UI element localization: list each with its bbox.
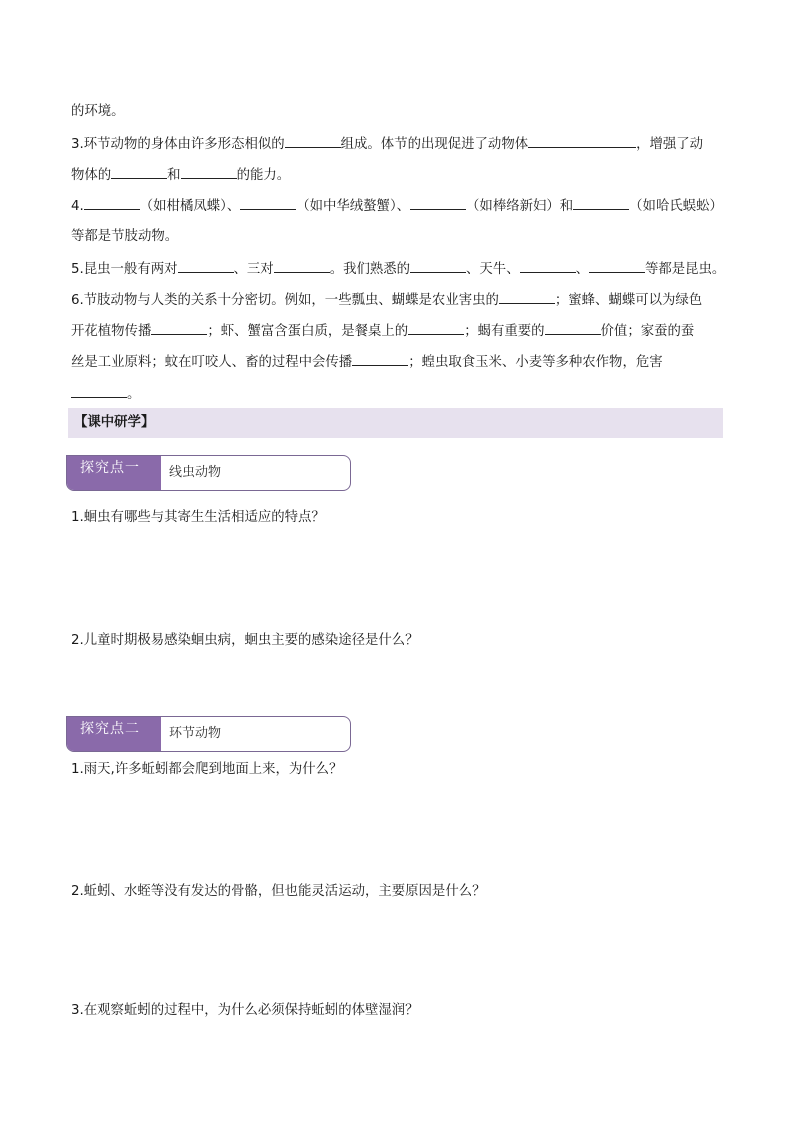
- question-4-line-2: [71, 227, 178, 247]
- q3-text-e: 和: [167, 168, 181, 183]
- section-header-band: [68, 408, 723, 438]
- q4-text-b: （如柑橘凤蝶）、: [139, 199, 241, 214]
- answer-blank[interactable]: [274, 259, 330, 273]
- q3-text-c: ，增强了动: [636, 137, 704, 152]
- question-6-line-4: [71, 384, 140, 405]
- question: 2.蚯蚓、水蛭等没有发达的骨骼，但也能灵活运动，主要原因是什么？: [71, 884, 486, 899]
- q4-text-d: （如棒络新妇）和: [466, 199, 574, 214]
- section-title: 【课中研学】: [74, 415, 155, 430]
- answer-blank[interactable]: [410, 196, 466, 210]
- q3-text-f: 的能力。: [236, 168, 291, 183]
- answer-blank[interactable]: [528, 134, 636, 148]
- answer-blank[interactable]: [410, 259, 466, 273]
- q4-text-e: （如哈氏蜈蚣）: [629, 199, 723, 214]
- question-6-line-1: [71, 290, 702, 311]
- inquiry-point-2-topic: 环节动物: [169, 726, 222, 741]
- inquiry-point-2-label: [67, 717, 161, 751]
- inquiry-point-2-tag: [66, 716, 351, 752]
- answer-blank[interactable]: [71, 384, 127, 398]
- q6-text-b: ；蜜蜂、蝴蝶可以为绿色: [554, 293, 703, 308]
- q5-text-d: 、天牛、: [466, 262, 520, 277]
- question: 1.雨天,许多蚯蚓都会爬到地面上来，为什么？: [71, 762, 343, 777]
- answer-blank[interactable]: [408, 321, 464, 335]
- inquiry-point-2-label-text: 探究点二: [80, 721, 140, 737]
- question-4-line-1: [71, 196, 723, 217]
- q6-text-h: ；蝗虫取食玉米、小麦等多种农作物，危害: [408, 355, 663, 370]
- q6-text-f: 价值；家蚕的蚕: [600, 324, 695, 339]
- q5-text-e: 、: [575, 262, 589, 277]
- answer-blank[interactable]: [573, 196, 629, 210]
- q4-text-f: 等都是节肢动物。: [71, 229, 179, 244]
- q5-text-a: 5.昆虫一般有两对: [71, 262, 178, 277]
- question-5-line: [71, 259, 725, 280]
- answer-blank[interactable]: [178, 259, 234, 273]
- answer-blank[interactable]: [151, 321, 207, 335]
- q3-text-a: 3.环节动物的身体由许多形态相似的: [71, 137, 285, 152]
- question-6-line-3: [71, 352, 663, 373]
- q4-text-a: 4.: [71, 199, 84, 214]
- q6-text-c: 开花植物传播: [71, 324, 152, 339]
- q5-text-f: 等都是昆虫。: [644, 262, 726, 277]
- answer-blank[interactable]: [545, 321, 601, 335]
- q6-text-d: ；虾、蟹富含蛋白质，是餐桌上的: [207, 324, 409, 339]
- q3-text-d: 物体的: [71, 168, 112, 183]
- answer-blank[interactable]: [499, 290, 555, 304]
- line-text: 的环境。: [71, 104, 125, 119]
- question: 2.儿童时期极易感染蛔虫病，蛔虫主要的感染途径是什么？: [71, 633, 419, 648]
- answer-blank[interactable]: [181, 165, 237, 179]
- question: 1.蛔虫有哪些与其寄生生活相适应的特点？: [71, 510, 325, 525]
- inquiry-point-1-topic: 线虫动物: [169, 465, 222, 480]
- question: 3.在观察蚯蚓的过程中，为什么必须保持蚯蚓的体壁湿润？: [71, 1003, 419, 1018]
- inquiry-point-1-label-text: 探究点一: [80, 460, 140, 476]
- answer-blank[interactable]: [111, 165, 167, 179]
- q3-text-b: 组成。体节的出现促进了动物体: [340, 137, 529, 152]
- q6-text-i: 。: [127, 387, 141, 402]
- q4-text-c: （如中华绒螯蟹）、: [296, 199, 411, 214]
- q5-text-c: 。我们熟悉的: [329, 262, 411, 277]
- q6-text-e: ；蝎有重要的: [464, 324, 545, 339]
- answer-blank[interactable]: [589, 259, 645, 273]
- q5-text-b: 、三对: [233, 262, 274, 277]
- q6-text-g: 丝是工业原料；蚊在叮咬人、畜的过程中会传播: [71, 355, 353, 370]
- q6-text-a: 6.节肢动物与人类的关系十分密切。例如，一些瓢虫、蝴蝶是农业害虫的: [71, 293, 499, 308]
- answer-blank[interactable]: [84, 196, 140, 210]
- answer-blank[interactable]: [352, 352, 408, 366]
- question-6-line-2: [71, 321, 694, 342]
- answer-blank[interactable]: [240, 196, 296, 210]
- question-3-line-1: [71, 134, 703, 155]
- question-3-line-2: [71, 165, 290, 186]
- inquiry-point-1-label: [67, 456, 161, 490]
- answer-blank[interactable]: [285, 134, 341, 148]
- answer-blank[interactable]: [520, 259, 576, 273]
- inquiry-point-1-tag: [66, 455, 351, 491]
- text-line: [71, 102, 125, 122]
